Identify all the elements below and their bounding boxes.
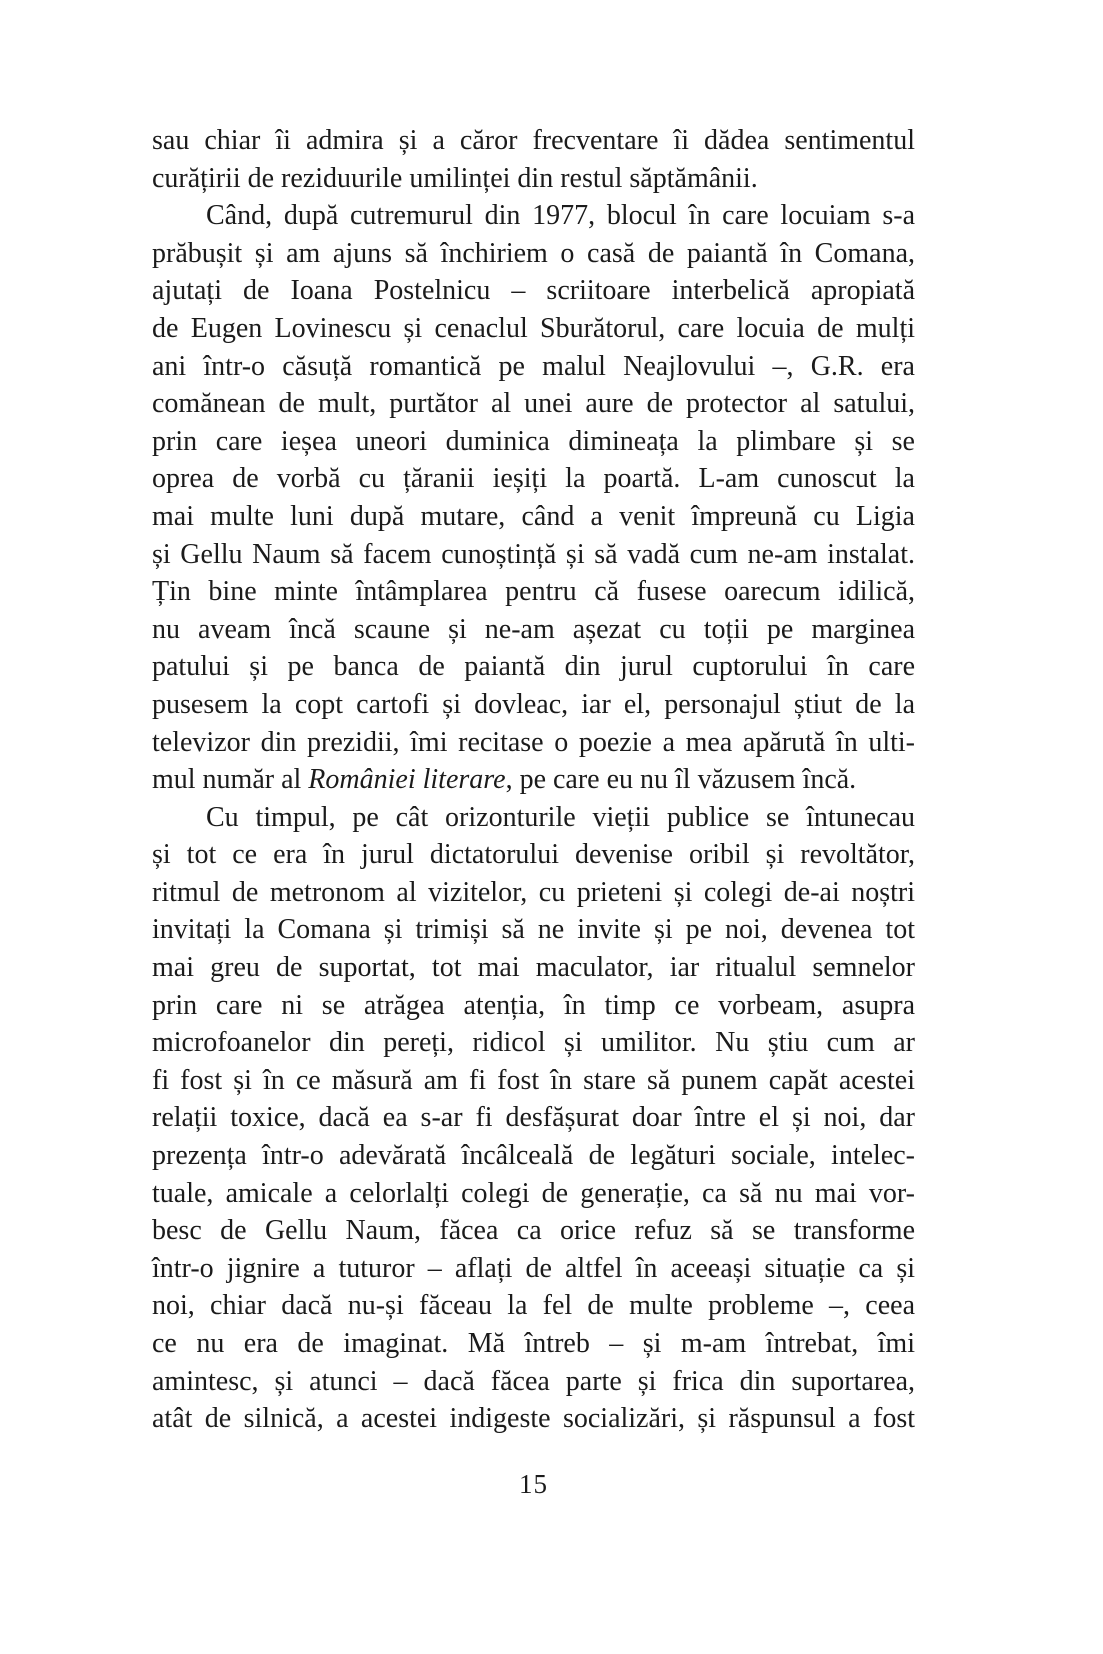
text-line <box>152 1400 915 1438</box>
text-segment: ce nu era de imaginat. Mă întreb – și m-am întrebat, îmi <box>152 1328 915 1359</box>
text-line <box>152 536 915 574</box>
text-line <box>152 348 915 386</box>
text-line <box>152 310 915 348</box>
text-segment: într-o jignire a tuturor – aflați de altfel în aceeași situație ca și <box>152 1252 915 1284</box>
text-segment: fi fost și în ce măsură am fi fost în stare să punem capăt acestei <box>152 1064 915 1096</box>
text-line <box>152 423 915 461</box>
text-line <box>152 272 915 310</box>
text-segment: prăbușit și am ajuns să închiriem o casă de paiantă în Comana, <box>152 237 915 269</box>
text-segment: prezența într-o adevărată încâlceală de legături sociale, intelec- <box>152 1140 915 1172</box>
text-line <box>152 235 915 273</box>
text-line <box>152 911 915 949</box>
text-segment: comănean de mult, purtător al unei aure de protector al satului, <box>152 388 915 420</box>
text-segment: prin care ieșea uneori duminica dimineața la plimbare și se <box>152 425 915 457</box>
text-line <box>152 1137 915 1175</box>
text-segment: patului și pe banca de paiantă din jurul cuptorului în care <box>152 651 915 683</box>
italic-text-segment: României literare <box>308 764 506 796</box>
text-line <box>152 1099 915 1137</box>
text-line <box>152 1024 915 1062</box>
text-segment: televizor din prezidii, îmi recitase o poezie a mea apărută în ulti- <box>152 726 915 758</box>
text-line <box>152 1325 915 1363</box>
text-segment: amintesc, și atunci – dacă făcea parte și frica din suportarea, <box>152 1365 915 1397</box>
text-line <box>152 573 915 611</box>
text-line <box>152 197 915 235</box>
text-line <box>152 122 915 160</box>
text-segment: noi, chiar dacă nu-și făceau la fel de multe probleme –, ceea <box>152 1290 915 1322</box>
text-line <box>152 1212 915 1250</box>
text-block <box>152 122 915 1438</box>
text-segment: și Gellu Naum să facem cunoștință și să vadă cum ne-am instalat. <box>152 538 915 570</box>
text-line <box>152 1062 915 1100</box>
text-line <box>152 724 915 762</box>
text-segment: și tot ce era în jurul dictatorului devenise oribil și revoltător, <box>152 839 915 871</box>
text-segment: oprea de vorbă cu țăranii ieșiți la poartă. L-am cunoscut la <box>152 463 915 495</box>
text-line <box>152 686 915 724</box>
text-line <box>152 498 915 536</box>
text-line <box>152 611 915 649</box>
text-segment: relații toxice, dacă ea s-ar fi desfășurat doar între el și noi, dar <box>152 1102 915 1134</box>
text-line <box>152 1175 915 1213</box>
text-segment: invitați la Comana și trimiși să ne invite și pe noi, devenea tot <box>152 914 915 946</box>
text-segment: ritmul de metronom al vizitelor, cu prieteni și colegi de-ai noștri <box>152 876 915 908</box>
text-segment: Când, după cutremurul din 1977, blocul în care locuiam s-a <box>206 200 915 232</box>
text-segment: microfoanelor din pereți, ridicol și umilitor. Nu știu cum ar <box>152 1027 915 1059</box>
text-line <box>152 648 915 686</box>
text-segment: mai multe luni după mutare, când a venit împreună cu Ligia <box>152 500 915 532</box>
text-line <box>152 1250 915 1288</box>
text-line <box>152 987 915 1025</box>
page-number: 15 <box>519 1469 548 1499</box>
text-segment: mul număr al <box>152 764 309 796</box>
text-line <box>152 1287 915 1325</box>
text-segment: ajutați de Ioana Postelnicu – scriitoare interbelică apropiată <box>152 275 915 307</box>
text-segment: tuale, amicale a celorlalți colegi de generație, ca să nu mai vor- <box>152 1177 915 1209</box>
text-line <box>152 385 915 423</box>
text-segment: besc de Gellu Naum, făcea ca orice refuz să se transforme <box>152 1215 915 1247</box>
text-line <box>152 1363 915 1401</box>
text-line <box>152 836 915 874</box>
text-segment: Cu timpul, pe cât orizonturile vieții publice se întunecau <box>206 801 915 833</box>
text-line <box>152 799 915 837</box>
text-segment: Țin bine minte întâmplarea pentru că fusese oarecum idilică, <box>152 576 915 608</box>
text-line <box>152 874 915 912</box>
text-segment: de Eugen Lovinescu și cenaclul Sburătorul, care locuia de mulți <box>152 312 915 344</box>
text-segment: ani într-o căsuță romantică pe malul Neajlovului –, G.R. era <box>152 350 915 382</box>
text-segment: nu aveam încă scaune și ne-am așezat cu toții pe marginea <box>152 613 915 645</box>
text-segment: prin care ni se atrăgea atenția, în timp ce vorbeam, asupra <box>152 989 915 1021</box>
text-segment: , pe care eu nu îl văzusem încă. <box>505 764 857 796</box>
text-segment: pusesem la copt cartofi și dovleac, iar el, personajul știut de la <box>152 688 915 720</box>
text-segment: curățirii de reziduurile umilinței din restul săptămânii. <box>152 162 758 194</box>
text-line <box>152 160 915 198</box>
text-segment: mai greu de suportat, tot mai maculator, iar ritualul semnelor <box>152 952 915 984</box>
text-segment: atât de silnică, a acestei indigeste socializări, și răspunsul a fost <box>152 1403 915 1435</box>
text-line <box>152 949 915 987</box>
text-line <box>152 761 915 799</box>
text-line <box>152 460 915 498</box>
text-segment: sau chiar îi admira și a căror frecventare îi dădea sentimentul <box>152 125 915 156</box>
